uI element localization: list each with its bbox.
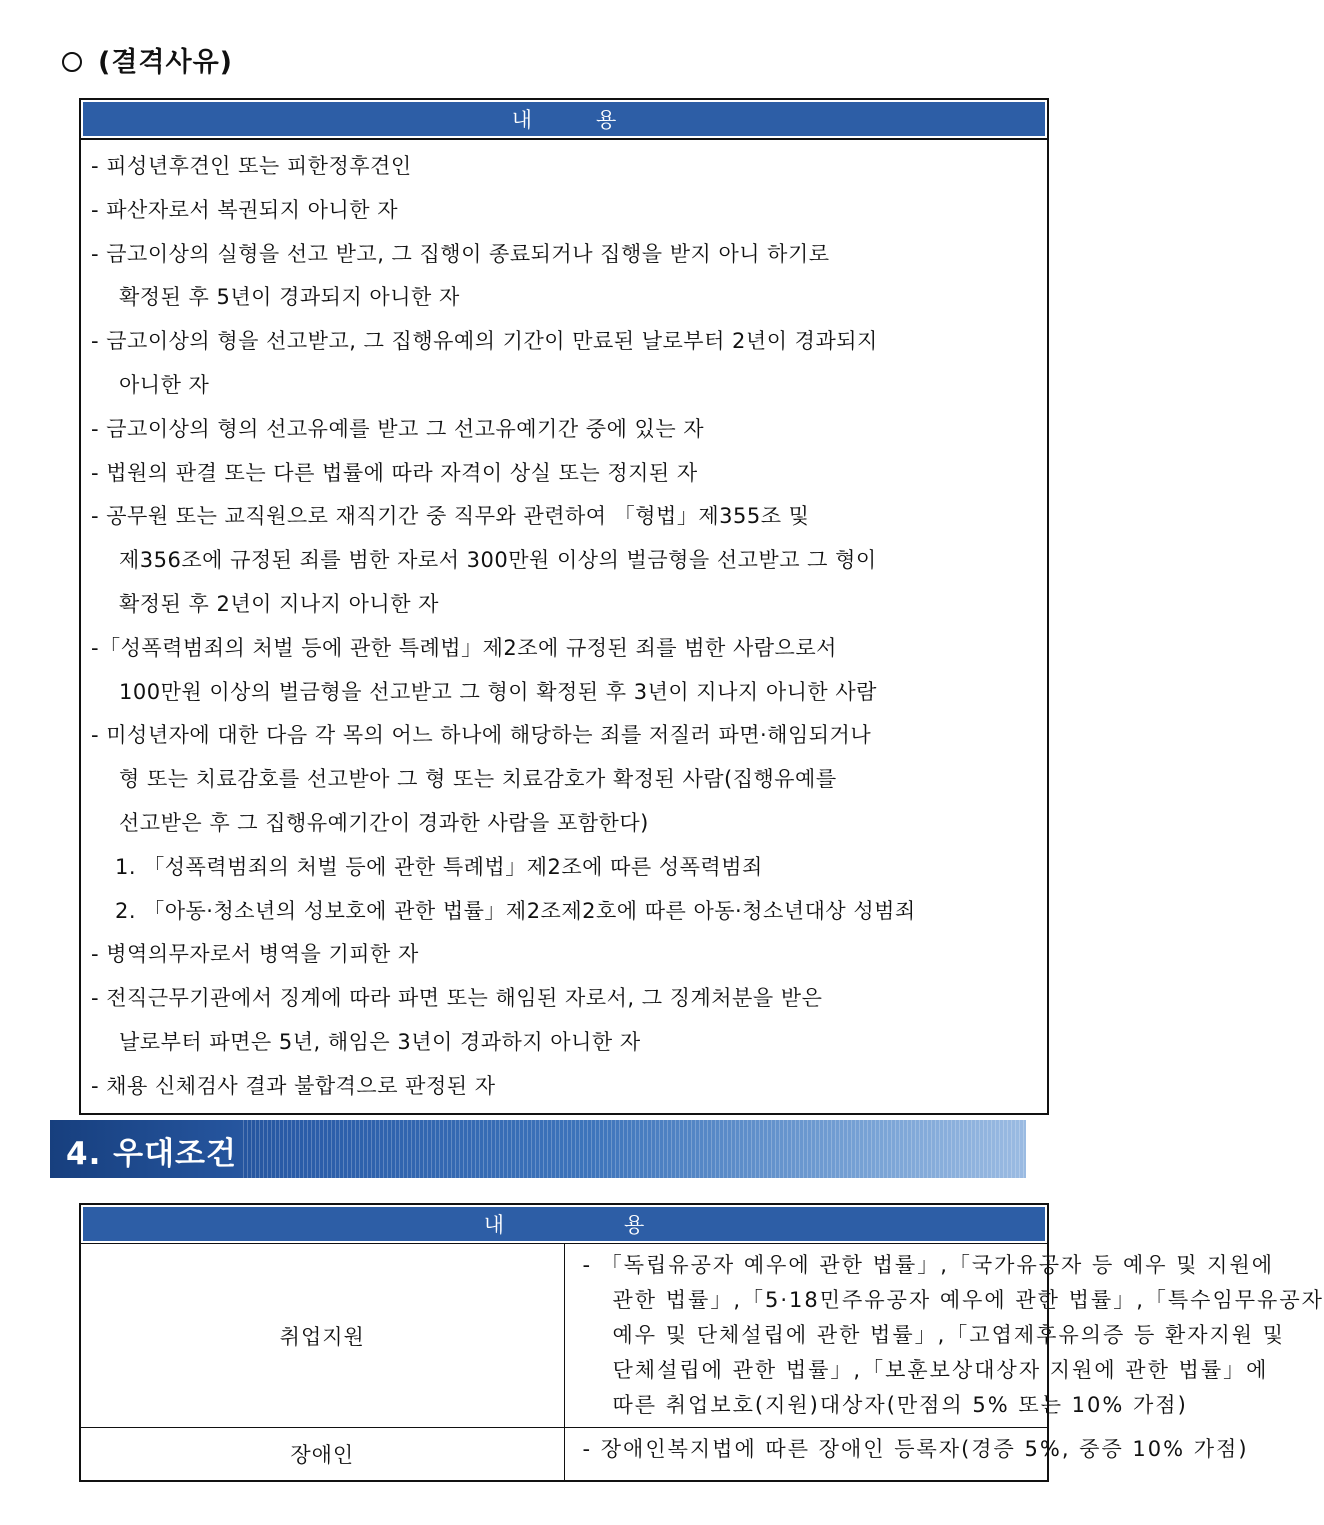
disqualification-table <box>79 98 1049 1115</box>
table-header-right: 용 <box>596 108 617 132</box>
table-row <box>80 1244 1048 1428</box>
list-item: 날로부터 파면은 5년, 해임은 3년이 경과하지 아니한 자 <box>119 1029 641 1054</box>
preference-table <box>79 1203 1324 1482</box>
section-heading <box>62 40 233 79</box>
table-row <box>80 1428 1048 1482</box>
table-header <box>80 1204 1048 1244</box>
list-item: - 병역의무자로서 병역을 기피한 자 <box>91 942 419 967</box>
description-line: 단체설립에 관한 법률」,「보훈보상대상자 지원에 관한 법률」에 <box>612 1358 1269 1382</box>
list-item: 100만원 이상의 벌금형을 선고받고 그 형이 확정된 후 3년이 지나지 아니한 사람 <box>119 679 877 704</box>
list-item: 확정된 후 2년이 지나지 아니한 자 <box>119 591 439 616</box>
table-header-left: 내 <box>483 1213 504 1237</box>
disqualification-list <box>80 139 1048 1114</box>
list-item: - 미성년자에 대한 다음 각 목의 어느 하나에 해당하는 죄를 저질러 파면·해임되거나 <box>91 723 872 748</box>
list-item: - 법원의 판결 또는 다른 법률에 따라 자격이 상실 또는 정지된 자 <box>91 460 698 485</box>
list-item: 형 또는 치료감호를 선고받아 그 형 또는 치료감호가 확정된 사람(집행유예를 <box>119 767 837 792</box>
section-title: 4. 우대조건 <box>66 1136 237 1172</box>
list-item: - 전직근무기관에서 징계에 따라 파면 또는 해임된 자로서, 그 징계처분을 받은 <box>91 986 823 1011</box>
list-item: - 금고이상의 형을 선고받고, 그 집행유예의 기간이 만료된 날로부터 2년이 경과되지 <box>91 329 878 354</box>
list-item: - 공무원 또는 교직원으로 재직기간 중 직무와 관련하여 「형법」제355조 및 <box>91 504 810 529</box>
section-title-bar <box>50 1120 1026 1178</box>
list-item: 선고받은 후 그 집행유예기간이 경과한 사람을 포함한다) <box>119 810 649 835</box>
list-item: 2. 「아동·청소년의 성보호에 관한 법률」제2조제2호에 따른 아동·청소년대상 성범죄 <box>115 898 916 923</box>
table-header <box>80 99 1048 139</box>
table-header-right: 용 <box>624 1213 645 1237</box>
description-line: - 「독립유공자 예우에 관한 법률」,「국가유공자 등 예우 및 지원에 <box>582 1253 1275 1277</box>
section-heading-text: (결격사유) <box>98 47 234 78</box>
list-item: - 채용 신체검사 결과 불합격으로 판정된 자 <box>91 1073 496 1098</box>
description-line: 관한 법률」,「5·18민주유공자 예우에 관한 법률」,「특수임무유공자 <box>612 1288 1324 1312</box>
circle-bullet-icon <box>62 52 82 72</box>
description-line: - 장애인복지법에 따른 장애인 등록자(경증 5%, 중증 10% 가점) <box>582 1437 1249 1461</box>
list-item: 아니한 자 <box>119 372 210 397</box>
description-line: 예우 및 단체설립에 관한 법률」,「고엽제후유의증 등 환자지원 및 <box>612 1323 1286 1347</box>
list-item: 1. 「성폭력범죄의 처벌 등에 관한 특례법」제2조에 따른 성폭력범죄 <box>115 854 763 879</box>
table-header-left: 내 <box>511 108 532 132</box>
list-item: 제356조에 규정된 죄를 범한 자로서 300만원 이상의 벌금형을 선고받고 그 형이 <box>119 548 877 573</box>
list-item: - 파산자로서 복권되지 아니한 자 <box>91 197 398 222</box>
list-item: -「성폭력범죄의 처벌 등에 관한 특례법」제2조에 규정된 죄를 범한 사람으로서 <box>91 635 837 660</box>
row-description <box>564 1428 1249 1482</box>
description-line: 따른 취업보호(지원)대상자(만점의 5% 또는 10% 가점) <box>612 1393 1188 1417</box>
row-label: 장애인 <box>80 1428 564 1482</box>
list-item: - 피성년후견인 또는 피한정후견인 <box>91 154 412 178</box>
row-label: 취업지원 <box>80 1244 564 1428</box>
row-description <box>564 1244 1324 1428</box>
list-item: - 금고이상의 실형을 선고 받고, 그 집행이 종료되거나 집행을 받지 아니 하기로 <box>91 241 830 266</box>
list-item: - 금고이상의 형의 선고유예를 받고 그 선고유예기간 중에 있는 자 <box>91 416 705 441</box>
list-item: 확정된 후 5년이 경과되지 아니한 자 <box>119 285 460 310</box>
